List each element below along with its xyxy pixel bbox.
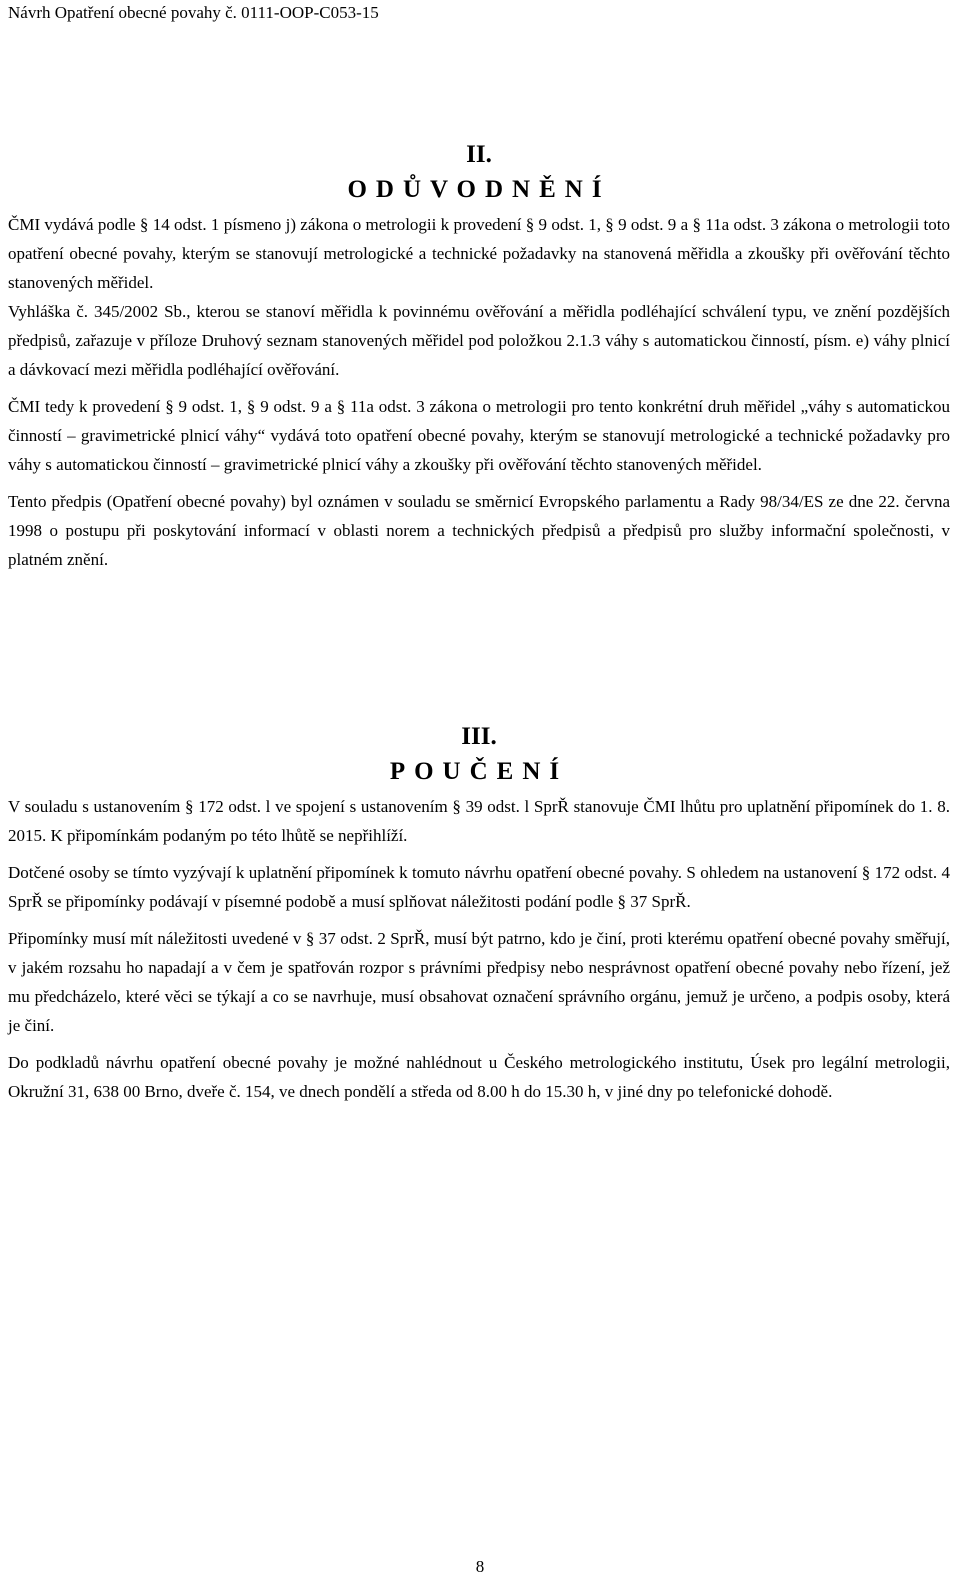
paragraph: ČMI tedy k provedení § 9 odst. 1, § 9 odst. 9 a § 11a odst. 3 zákona o metrologii pro tento konkrétní druh měřidel „váhy s automatickou činností – gravimetrické plnicí váhy“ vydává toto opatření obecné povahy, kterým se stanovují metrologické a technické požadavky pro váhy s automatickou činností – gravimetrické plnicí váhy a zkoušky při ověřování těchto stanovených měřidel. (8, 397, 950, 474)
paragraph: V souladu s ustanovením § 172 odst. l ve spojení s ustanovením § 39 odst. l SprŘ stanovuje ČMI lhůtu pro uplatnění připomínek do 1. 8. 2015. K připomínkám podaným po této lhůtě se nepřihlíží. (8, 797, 950, 845)
section-number: II. (466, 141, 492, 168)
section-title: POUČENÍ (389, 758, 569, 785)
section-title: ODŮVODNĚNÍ (347, 176, 611, 203)
running-header: Návrh Opatření obecné povahy č. 0111-OOP-C053-15 (8, 3, 379, 22)
paragraph: Připomínky musí mít náležitosti uvedené v § 37 odst. 2 SprŘ, musí být patrno, kdo je činí, proti kterému opatření obecné povahy směřují, v jakém rozsahu ho napadají a v čem je spatřován rozpor s právními předpisy nebo nesprávnost opatření obecné povahy nebo řízení, jež mu předcházelo, které věci se týkají a co se navrhuje, musí obsahovat označení správního orgánu, jemuž je určeno, a podpis osoby, která je činí. (8, 929, 950, 1035)
page-number: 8 (475, 1557, 485, 1576)
section-ii (8, 140, 950, 574)
paragraph: ČMI vydává podle § 14 odst. 1 písmeno j) zákona o metrologii k provedení § 9 odst. 1, § 9 odst. 9 a § 11a odst. 3 zákona o metrologii toto opatření obecné povahy, kterým se stanovují metrologické a technické požadavky na stanovená měřidla a zkoušky při ověřování těchto stanovených měřidel. (8, 215, 950, 292)
paragraph: Tento předpis (Opatření obecné povahy) byl oznámen v souladu se směrnicí Evropského parlamentu a Rady 98/34/ES ze dne 22. června 1998 o postupu při poskytování informací v oblasti norem a technických předpisů a předpisů pro služby informační společnosti, v platném znění. (8, 492, 950, 569)
paragraph: Dotčené osoby se tímto vyzývají k uplatnění připomínek k tomuto návrhu opatření obecné povahy. S ohledem na ustanovení § 172 odst. 4 SprŘ se připomínky podávají v písemné podobě a musí splňovat náležitosti podání podle § 37 SprŘ. (8, 863, 950, 911)
paragraph: Vyhláška č. 345/2002 Sb., kterou se stanoví měřidla k povinnému ověřování a měřidla podléhající schválení typu, ve znění pozdějších předpisů, zařazuje v příloze Druhový seznam stanovených měřidel pod položkou 2.1.3 váhy s automatickou činností, písm. e) váhy plnicí a dávkovací mezi měřidla podléhající ověřování. (8, 302, 950, 379)
section-iii (8, 722, 950, 1106)
section-number: III. (461, 723, 497, 750)
paragraph: Do podkladů návrhu opatření obecné povahy je možné nahlédnout u Českého metrologického institutu, Úsek pro legální metrologii, Okružní 31, 638 00 Brno, dveře č. 154, ve dnech pondělí a středa od 8.00 h do 15.30 h, v jiné dny po telefonické dohodě. (8, 1053, 950, 1101)
